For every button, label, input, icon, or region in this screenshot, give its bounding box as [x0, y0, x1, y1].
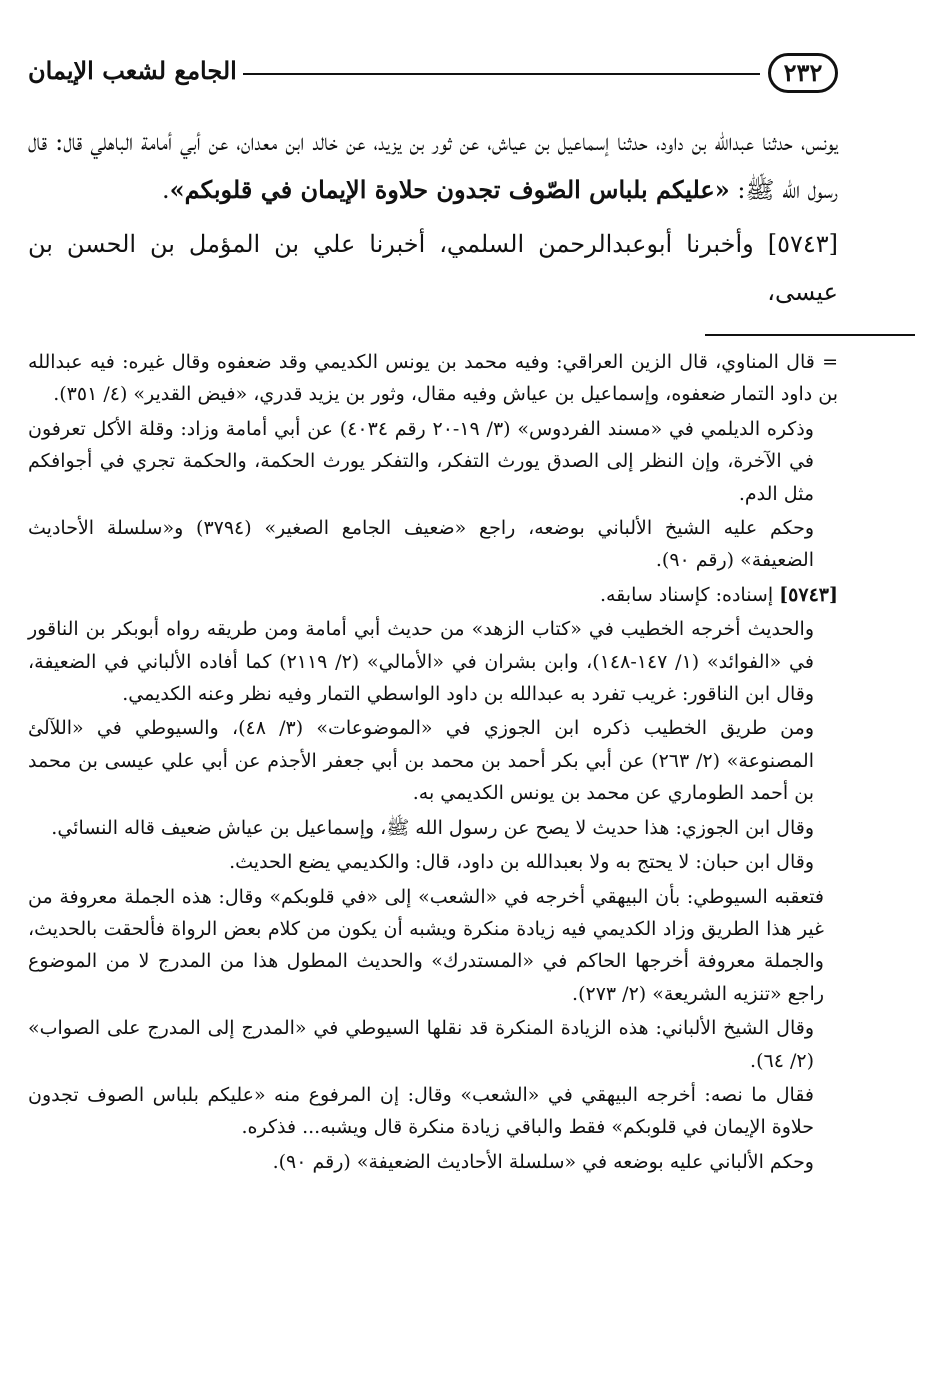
hadith-text: «عليكم بلباس الصّوف تجدون حلاوة الإيمان في قلوبكم»: [169, 175, 730, 204]
footnote-paragraph: وقال الشيخ الألباني: هذه الزيادة المنكرة قد نقلها السيوطي في «المدرج إلى المدرج على الصواب» (٢/ ٦٤).: [28, 1017, 814, 1072]
footnote-paragraph: وحكم عليه الشيخ الألباني بوضعه، راجع «ضعيف الجامع الصغير» (٣٧٩٤) و«سلسلة الأحاديث الضعيفة» (رقم ٩٠).: [28, 517, 815, 572]
entry-text: وأخبرنا أبوعبدالرحمن السلمي، أخبرنا علي بن المؤمل بن الحسن بن عيسى،: [28, 230, 838, 306]
footnote-text: إسناده: كإسناد سابقه.: [599, 583, 780, 606]
footnote-paragraph: ومن طريق الخطيب ذكره ابن الجوزي في «الموضوعات» (٣/ ٤٨)، والسيوطي في «اللآلئ المصنوعة» (٢/ ٢٦٣) عن أبي بكر أحمد بن محمد بن أبي جعفر الأجذم عن أبي علي عيسى بن محمد بن أحمد الطوماري عن محمد بن يونس الكديمي به.: [28, 717, 814, 805]
footnote-paragraph: وقال ابن الجوزي: هذا حديث لا يصح عن رسول الله ﷺ، وإسماعيل بن عياش ضعيف قاله النسائي.: [51, 816, 814, 839]
footnote-entry: [28, 579, 838, 611]
footnotes: [28, 346, 838, 1180]
footnote-paragraph: = قال المناوي، قال الزين العراقي: وفيه محمد بن يونس الكديمي وقد ضعفوه وقال غيره: فيه عبدالله بن داود التمار ضعفوه، وإسماعيل بن عياش وفيه مقال، وثور بن يزيد قدري، «فيض القدير» (٤/ ٣٥١).: [28, 351, 838, 406]
entry-number: [٥٧٤٣]: [767, 230, 838, 258]
main-entry: [28, 220, 838, 316]
isnad-text: يونس، حدثنا عبدالله بن داود، حدثنا إسماعيل بن عياش، عن ثور بن يزيد، عن خالد ابن معدان، عن أبي أمامة الباهلي قال: قال رسول الله ﷺ:: [28, 128, 838, 204]
footnote-number: [٥٧٤٣]: [779, 583, 838, 606]
page-header: [28, 45, 838, 105]
footnote-paragraph: وحكم الألباني عليه بوضعه في «سلسلة الأحاديث الضعيفة» (رقم ٩٠).: [272, 1150, 814, 1173]
main-paragraph: [28, 118, 838, 214]
footnote-paragraph: فتعقبه السيوطي: بأن البيهقي أخرجه في «الشعب» إلى «في قلوبكم» وقال: هذه الجملة معروفة من غير هذا الطريق وزاد الكديمي فيه زيادة منكرة ويشبه أن يكون من كلام بعض الرواة فألحقت بالحديث، والجملة معروفة أخرجها الحاكم في «المستدرك» والحديث المطول هذا من المدرج لا من الموضوع راجع «تنزيه الشريعة» (٢/ ٢٧٣).: [28, 885, 824, 1005]
footnote-paragraph: وذكره الديلمي في «مسند الفردوس» (٣/ ١٩-٢٠ رقم ٤٠٣٤) عن أبي أمامة وزاد: وقلة الأكل تعرفون في الآخرة، وإن النظر إلى الصدق يورث التفكر، والتفكر يورث الحكمة، والحكمة تجري في أجوافكم مثل الدم.: [28, 417, 814, 505]
header-rule: [243, 73, 760, 75]
footnote-paragraph: والحديث أخرجه الخطيب في «كتاب الزهد» من حديث أبي أمامة ومن طريقه رواه أبوبكر بن الناقور في «الفوائد» (١/ ١٤٧-١٤٨)، وابن بشران في «الأمالي» (٢/ ٢١١٩) كما أفاده الألباني في الضعيفة، وقال ابن الناقور: غريب تفرد به عبدالله بن داود الواسطي التمار وفيه نظر وعنه الكديمي.: [28, 618, 814, 706]
footnote-paragraph: فقال ما نصه: أخرجه البيهقي في «الشعب» وقال: إن المرفوع منه «عليكم بلباس الصوف تجدون حلاوة الإيمان في قلوبكم» فقط والباقي زيادة منكرة قال ويشبه... فذكره.: [28, 1083, 814, 1139]
page-number: ٢٣٢: [768, 53, 838, 93]
footnote-paragraph: وقال ابن حبان: لا يحتج به ولا بعبدالله بن داود، قال: والكديمي يضع الحديث.: [229, 851, 814, 874]
footnote-divider: [705, 334, 915, 336]
main-text: [28, 118, 838, 316]
period: .: [161, 176, 170, 204]
book-title: الجامع لشعب الإيمان: [28, 56, 237, 85]
